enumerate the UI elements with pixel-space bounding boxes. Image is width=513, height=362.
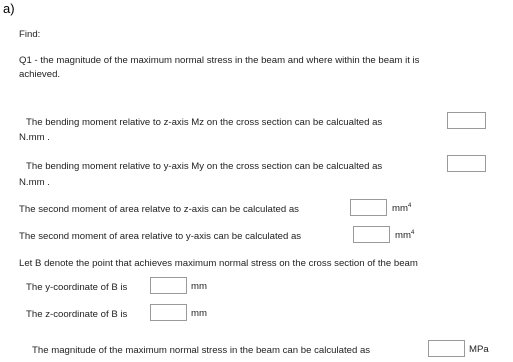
point-b-note: Let B denote the point that achieves maximum normal stress on the cross section of the beam [19,258,418,269]
question-line-1: Q1 - the magnitude of the maximum normal stress in the beam and where within the beam it is [19,55,420,66]
sigma-answer-input[interactable] [428,340,465,357]
my-label: The bending moment relative to y-axis My on the cross section can be calcualted as [26,161,383,172]
iy-answer-input[interactable] [353,226,390,243]
sigma-label: The magnitude of the maximum normal stress in the beam can be calculated as [32,345,371,356]
iz-label: The second moment of area relatve to z-axis can be calculated as [19,204,299,215]
my-unit-label: N.mm . [19,177,50,188]
mz-answer-input[interactable] [447,112,486,129]
sigma-unit: MPa [469,344,489,355]
find-label: Find: [19,29,41,40]
bz-label: The z-coordinate of B is [26,309,128,320]
iz-unit: $mm^4$ [392,203,412,214]
bz-answer-input[interactable] [150,304,187,321]
iz-answer-input[interactable] [350,199,387,216]
mz-label: The bending moment relative to z-axis Mz on the cross section can be calcualted as [26,117,383,128]
iy-unit: $mm^4$ [395,230,415,241]
question-line-2: achieved. [19,69,61,80]
my-answer-input[interactable] [447,155,486,172]
mz-unit-label: N.mm . [19,132,50,143]
by-label: The y-coordinate of B is [26,282,128,293]
section-label: a) [3,1,15,16]
by-answer-input[interactable] [150,277,187,294]
bz-unit: mm [191,308,207,319]
by-unit: mm [191,281,207,292]
iy-label: The second moment of area relative to y-axis can be calculated as [19,231,302,242]
